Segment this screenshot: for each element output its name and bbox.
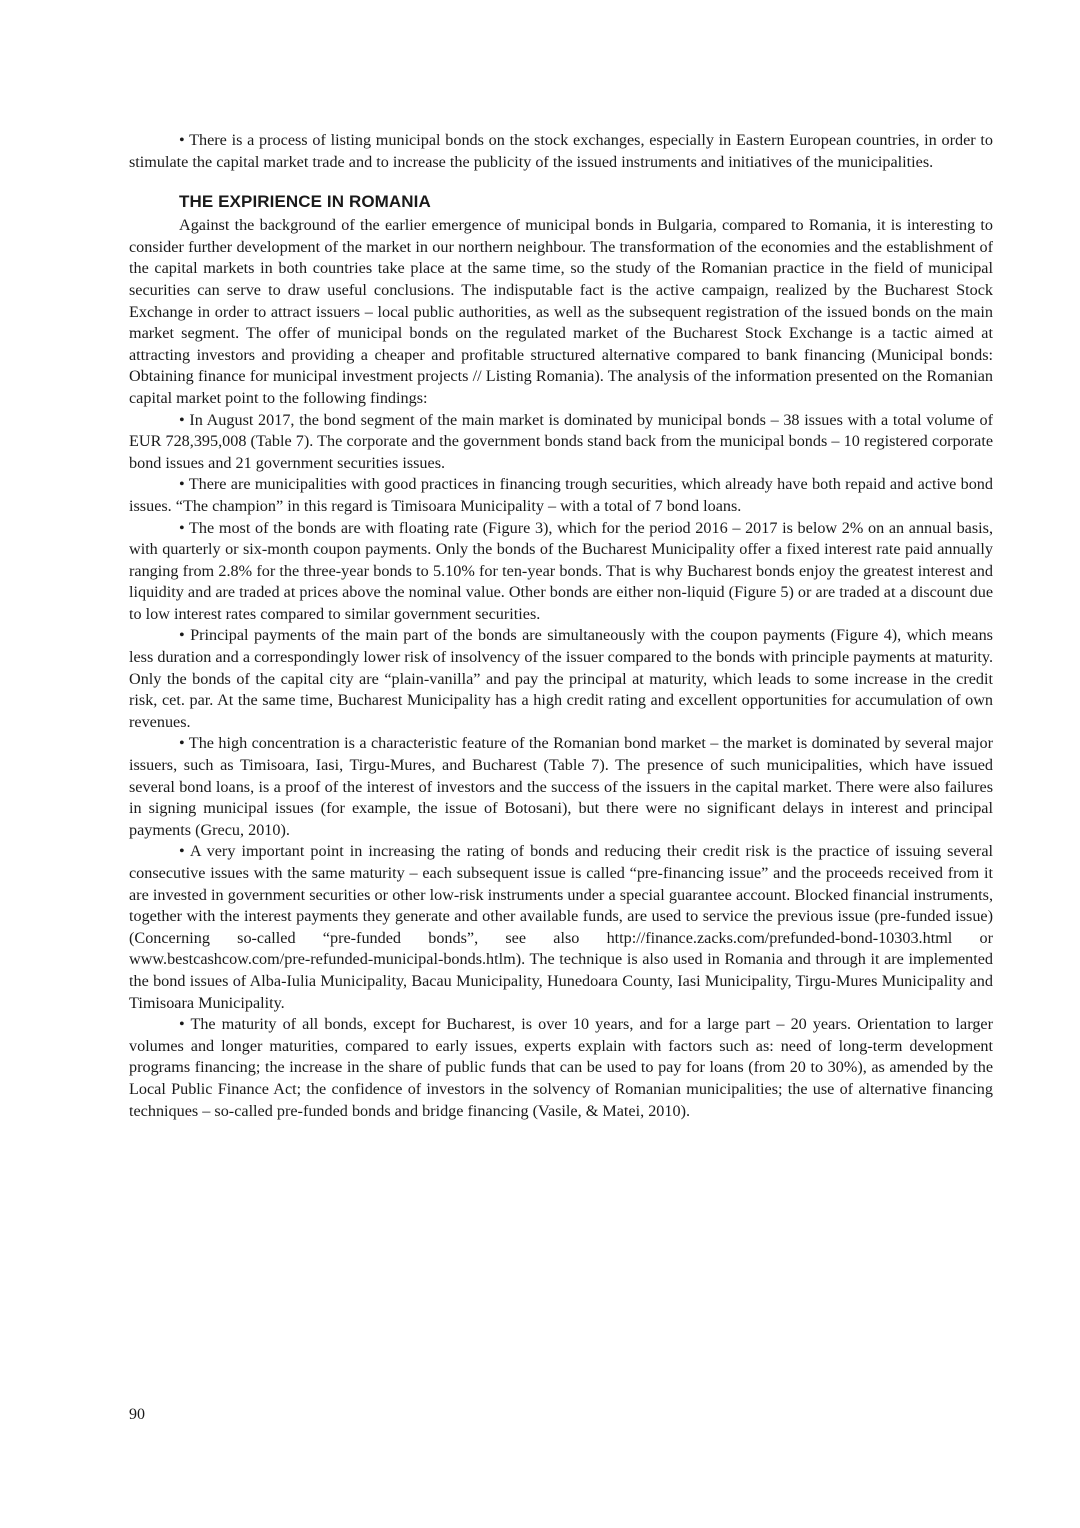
intro-bullet-paragraph: • There is a process of listing municipal bonds on the stock exchanges, especially in Eastern European countries, in order to stimulate the capital market trade and to increase the publicity of the issued instruments and initiatives of the municipalities. xyxy=(129,131,993,171)
paragraph-bond-segment: • In August 2017, the bond segment of the main market is dominated by municipal bonds – 38 issues with a total volume of EUR 728,395,008 (Table 7). The corporate and the government bonds stand back from the municipal bonds – 10 registered corporate bond issues and 21 government securities issues. xyxy=(129,410,993,472)
paragraph-high-concentration: • The high concentration is a characteristic feature of the Romanian bond market – the market is dominated by several major issuers, such as Timisoara, Iasi, Tirgu-Mures, and Bucharest (Table 7). The presence of such municipalities, which have issued several bond loans, is a proof of the interest of investors and the success of the issuers in the capital market. There were also failures in signing municipal issues (for example, the issue of Botosani), but there were no significant delays in interest and principal payments (Grecu, 2010). xyxy=(129,734,993,839)
paragraph-good-practices: • There are municipalities with good practices in financing trough securities, which already have both repaid and active bond issues. “The champion” in this regard is Timisoara Municipality – with a total of 7 bond loans. xyxy=(129,475,993,515)
page-number: 90 xyxy=(129,1406,145,1423)
paragraph-pre-financing: • A very important point in increasing the rating of bonds and reducing their credit risk is the practice of issuing several consecutive issues with the same maturity – each subsequent issue is called “pre-financing issue” and the proceeds received from it are invested in government securities or other low-risk instruments under a special guarantee account. Blocked financial instruments, together with the interest payments they generate and other available funds, are used to service the previous issue (pre-funded issue) (Concerning so-called “pre-funded bonds”, see also http://finance.zacks.com/prefunded-bond-10303.html or www.bestcashcow.com/pre-refunded-municipal-bonds.htlm). The technique is also used in Romania and through it are implemented the bond issues of Alba-Iulia Municipality, Bacau Municipality, Hunedoara County, Iasi Municipality, Tirgu-Mures Municipality and Timisoara Municipality. xyxy=(129,842,993,1012)
section-heading: THE EXPIRIENCE IN ROMANIA xyxy=(179,192,431,212)
paragraph-background: Against the background of the earlier emergence of municipal bonds in Bulgaria, compared to Romania, it is interesting to consider further development of the market in our northern neighbour. The transformation of the economies and the establishment of the capital markets in both countries take place at the same time, so the study of the Romanian practice in the field of municipal securities can serve to draw useful conclusions. The indisputable fact is the active campaign, realized by the Bucharest Stock Exchange in order to attract issuers – local public authorities, as well as the subsequent registration of the issued bonds on the main market segment. The offer of municipal bonds on the regulated market of the Bucharest Stock Exchange is a tactic aimed at attracting investors and providing a cheaper and profitable structured alternative compared to bank financing (Municipal bonds: Obtaining finance for municipal investment projects // Listing Romania). The analysis of the information presented on the Romanian capital market point to the following findings: xyxy=(129,216,993,407)
paragraph-principal-payments: • Principal payments of the main part of the bonds are simultaneously with the coupon payments (Figure 4), which means less duration and a correspondingly lower risk of insolvency of the issuer compared to the bonds with principle payments at maturity. Only the bonds of the capital city are “plain-vanilla” and pay the principal at maturity, which leads to some increase in the credit risk, cet. par. At the same time, Bucharest Municipality has a high credit rating and excellent opportunities for accumulation of own revenues. xyxy=(129,626,993,731)
page-body xyxy=(129,130,993,1122)
paragraph-floating-rate: • The most of the bonds are with floating rate (Figure 3), which for the period 2016 – 2017 is below 2% on an annual basis, with quarterly or six-month coupon payments. Only the bonds of the Bucharest Municipality offer a fixed interest rate paid annually ranging from 2.8% for the three-year bonds to 5.10% for ten-year bonds. That is why Bucharest bonds enjoy the greatest interest and liquidity and are traded at prices above the nominal value. Other bonds are either non-liquid (Figure 5) or are traded at a discount due to low interest rates compared to similar government securities. xyxy=(129,518,993,623)
paragraph-maturity: • The maturity of all bonds, except for Bucharest, is over 10 years, and for a large part – 20 years. Orientation to larger volumes and longer maturities, compared to early issues, experts explain with factors such as: need of long-term development programs financing; the increase in the share of public funds that can be used to pay for loans (from 20 to 30%), as amended by the Local Public Finance Act; the confidence of investors in the solvency of Romanian municipalities; the use of alternative financing techniques – so-called pre-funded bonds and bridge financing (Vasile, & Matei, 2010). xyxy=(129,1015,993,1120)
